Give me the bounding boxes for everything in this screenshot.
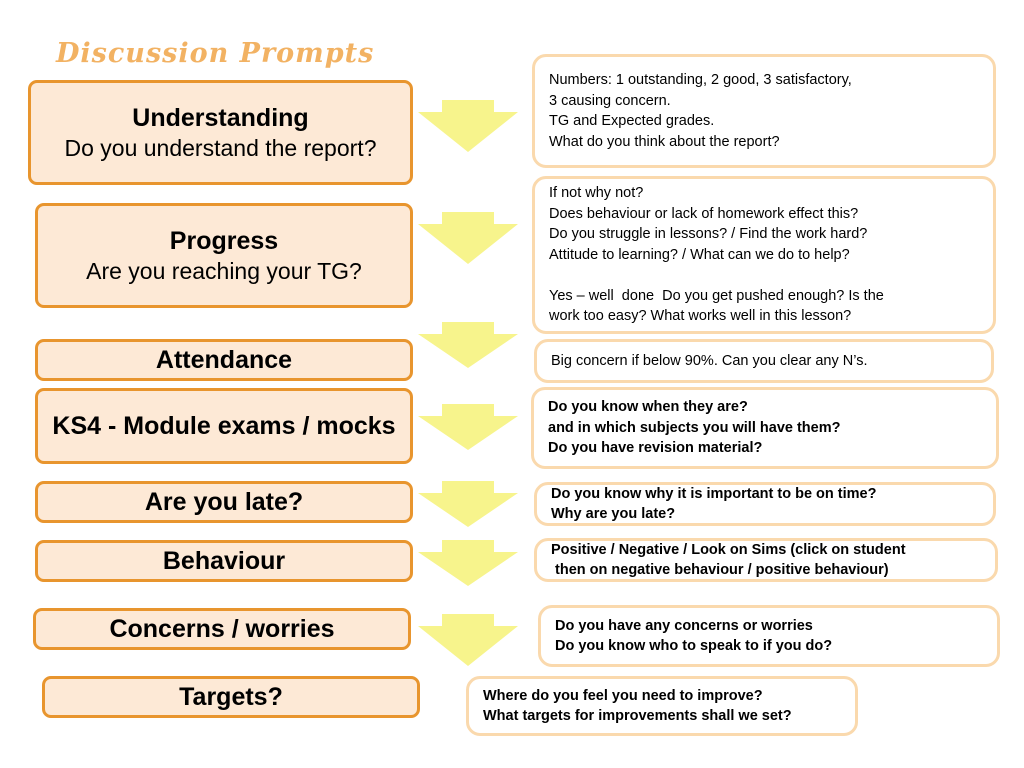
note-line: Do you have any concerns or worries bbox=[555, 617, 813, 634]
note-line: Why are you late? bbox=[551, 506, 676, 522]
concerns-heading: Concerns / worries bbox=[109, 615, 335, 643]
note-line: Do you know why it is important to be on time? bbox=[551, 485, 877, 502]
late-heading: Are you late? bbox=[144, 488, 304, 516]
progress-question: Are you reaching your TG? bbox=[86, 257, 362, 284]
targets-notes bbox=[466, 676, 858, 736]
note-line: Attitude to learning? / What can we do to help? bbox=[549, 246, 850, 263]
arrow-down-icon bbox=[418, 540, 518, 586]
attendance-heading: Attendance bbox=[155, 346, 293, 374]
note-line: then on negative behaviour / positive behaviour) bbox=[551, 562, 889, 578]
arrow-down-icon bbox=[418, 614, 518, 666]
note-line: What targets for improvements shall we set? bbox=[483, 708, 792, 724]
note-line: Positive / Negative / Look on Sims (click on student bbox=[551, 541, 906, 558]
ks4-exams-box bbox=[35, 388, 413, 464]
concerns-box bbox=[33, 608, 411, 650]
note-line: What do you think about the report? bbox=[549, 133, 780, 150]
late-notes bbox=[534, 482, 996, 526]
understanding-question: Do you understand the report? bbox=[64, 134, 377, 161]
ks4-exams-notes bbox=[531, 387, 999, 469]
note-line bbox=[549, 265, 993, 286]
note-line: TG and Expected grades. bbox=[549, 113, 715, 129]
attendance-box bbox=[35, 339, 413, 381]
ks4-exams-heading: KS4 - Module exams / mocks bbox=[52, 412, 396, 440]
understanding-heading: Understanding bbox=[132, 103, 309, 132]
targets-box bbox=[42, 676, 420, 718]
note-line: If not why not? bbox=[549, 185, 644, 202]
behaviour-box bbox=[35, 540, 413, 582]
arrow-down-icon bbox=[418, 481, 518, 527]
note-line: Numbers: 1 outstanding, 2 good, 3 satisfactory, bbox=[549, 72, 852, 88]
note-line: and in which subjects you will have them? bbox=[548, 419, 841, 436]
note-line: Do you know when they are? bbox=[548, 399, 748, 416]
arrow-down-icon bbox=[418, 404, 518, 450]
note-line: Do you struggle in lessons? / Find the work hard? bbox=[549, 226, 868, 243]
arrow-down-icon bbox=[418, 212, 518, 264]
behaviour-heading: Behaviour bbox=[162, 547, 286, 575]
arrow-down-icon bbox=[418, 100, 518, 152]
note-line: Big concern if below 90%. Can you clear any N’s. bbox=[551, 352, 868, 369]
attendance-notes bbox=[534, 339, 994, 383]
understanding-notes bbox=[532, 54, 996, 168]
behaviour-notes bbox=[534, 538, 998, 582]
arrow-down-icon bbox=[418, 322, 518, 368]
progress-notes bbox=[532, 176, 996, 334]
note-line: Do you know who to speak to if you do? bbox=[555, 638, 833, 654]
note-line: Does behaviour or lack of homework effect this? bbox=[549, 205, 859, 222]
targets-heading: Targets? bbox=[179, 683, 283, 711]
note-line: Do you have revision material? bbox=[548, 440, 763, 457]
concerns-notes bbox=[538, 605, 1000, 667]
late-box bbox=[35, 481, 413, 523]
understanding-box bbox=[28, 80, 413, 185]
page-title: Discussion Prompts bbox=[56, 38, 375, 69]
progress-heading: Progress bbox=[169, 226, 279, 255]
note-line: work too easy? What works well in this lesson? bbox=[549, 308, 852, 325]
note-line: Where do you feel you need to improve? bbox=[483, 687, 763, 704]
note-line: 3 causing concern. bbox=[549, 92, 671, 109]
progress-box bbox=[35, 203, 413, 308]
note-line: Yes – well done Do you get pushed enough? Is the bbox=[549, 287, 884, 304]
